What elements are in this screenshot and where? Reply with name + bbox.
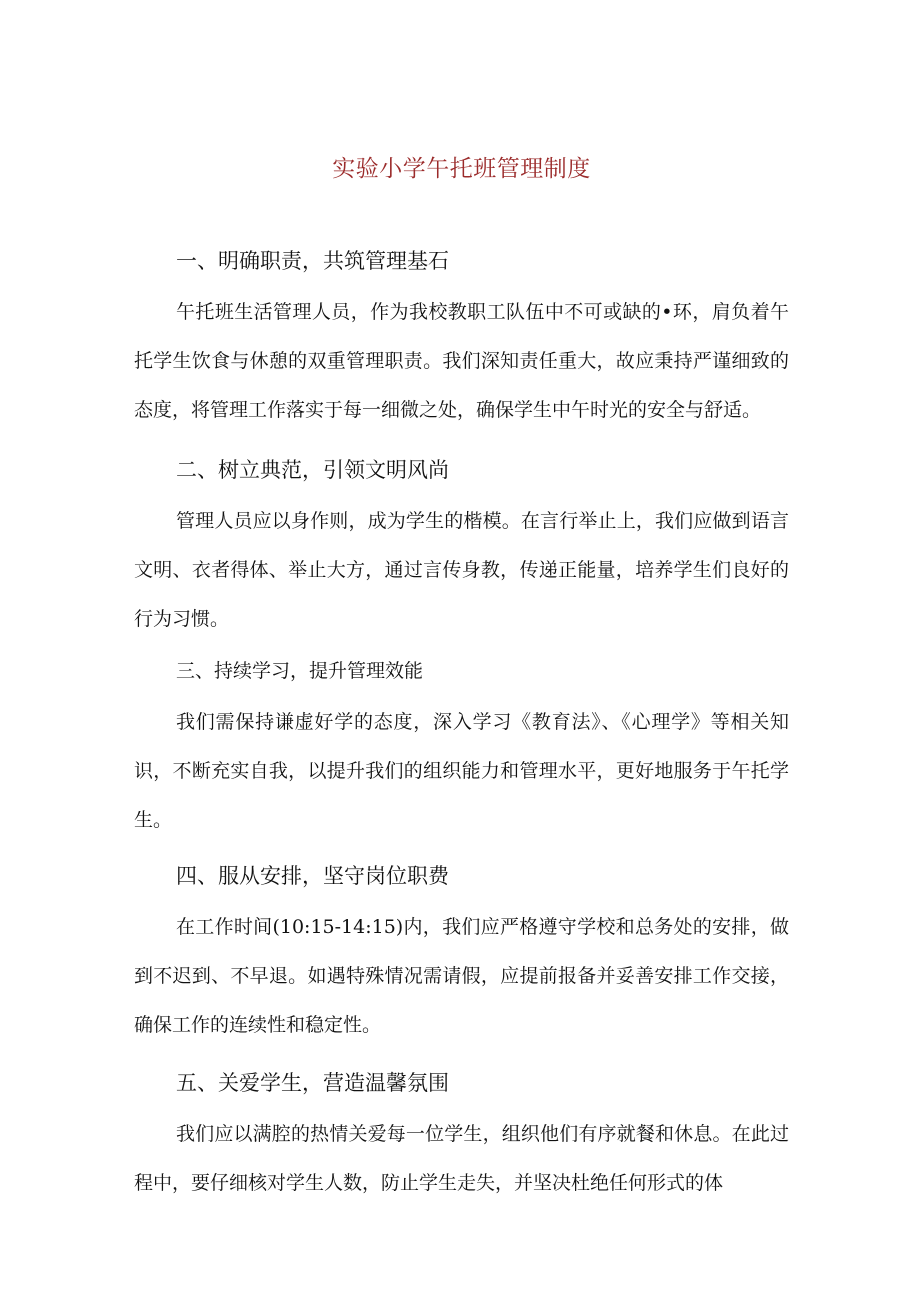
section-body-2: 管理人员应以身作则，成为学生的楷模。在言行举止上，我们应做到语言文明、衣者得体、举止大方，通过言传身教，传递正能量，培养学生们良好的行为习惯。 xyxy=(134,510,789,630)
section-heading-2: 二、树立典范，引领文明风尚 xyxy=(176,458,449,482)
section-body-5: 我们应以满腔的热情关爱每一位学生，组织他们有序就餐和休息。在此过程中，要仔细核对学生人数，防止学生走失，并坚决杜绝任何形式的体 xyxy=(134,1123,789,1194)
section-body-3: 我们需保持谦虚好学的态度，深入学习《教育法》、《心理学》等相关知识，不断充实自我，以提升我们的组织能力和管理水平，更好地服务于午托学生。 xyxy=(134,711,789,831)
section-body-1: 午托班生活管理人员，作为我校教职工队伍中不可或缺的•环，肩负着午托学生饮食与休憩的双重管理职责。我们深知责任重大，故应秉持严谨细致的态度，将管理工作落实于每一细微之处，确保学生中午时光的安全与舒适。 xyxy=(134,301,789,421)
section-body-4: 在工作时间(10:15-14:15)内，我们应严格遵守学校和总务处的安排，做到不迟到、不早退。如遇特殊情况需请假，应提前报备并妥善安排工作交接，确保工作的连续性和稳定性。 xyxy=(134,916,789,1036)
section-heading-5: 五、关爱学生，营造温馨氛围 xyxy=(176,1071,449,1095)
document-title: 实验小学午托班管理制度 xyxy=(332,156,591,182)
section-heading-4: 四、服从安排，坚守岗位职费 xyxy=(176,864,449,888)
section-heading-3: 三、持续学习，提升管理效能 xyxy=(176,660,424,682)
section-heading-1: 一、明确职责，共筑管理基石 xyxy=(176,249,449,273)
